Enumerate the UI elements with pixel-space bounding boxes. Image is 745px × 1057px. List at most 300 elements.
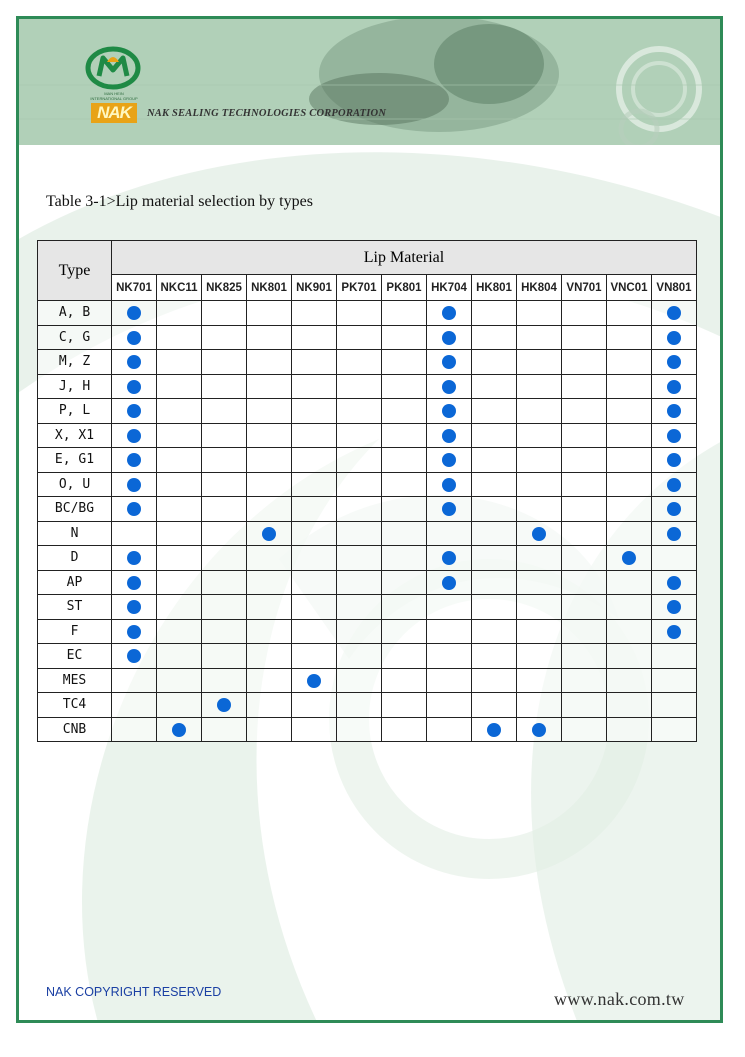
table-row [38, 668, 697, 693]
material-cell [427, 644, 472, 669]
material-cell [202, 325, 247, 350]
selection-dot-icon [667, 453, 681, 467]
selection-dot-icon [532, 527, 546, 541]
selection-dot-icon [442, 576, 456, 590]
header-banner [19, 19, 720, 145]
material-cell [607, 448, 652, 473]
material-cell [427, 374, 472, 399]
material-cell [247, 472, 292, 497]
material-cell [607, 350, 652, 375]
material-cell [247, 668, 292, 693]
material-cell [427, 301, 472, 326]
material-cell [247, 521, 292, 546]
selection-dot-icon [127, 502, 141, 516]
material-cell [157, 350, 202, 375]
selection-dot-icon [667, 478, 681, 492]
material-cell [157, 619, 202, 644]
material-cell [382, 668, 427, 693]
material-cell [337, 497, 382, 522]
material-cell [607, 301, 652, 326]
material-cell [517, 619, 562, 644]
material-cell [337, 570, 382, 595]
selection-dot-icon [217, 698, 231, 712]
material-cell [652, 717, 697, 742]
material-cell [157, 301, 202, 326]
material-cell [247, 423, 292, 448]
selection-dot-icon [127, 404, 141, 418]
material-cell [607, 497, 652, 522]
material-header-nk801: NK801 [247, 275, 292, 301]
material-cell [472, 668, 517, 693]
material-cell [157, 399, 202, 424]
material-cell [382, 521, 427, 546]
type-cell: J, H [38, 374, 112, 399]
material-cell [337, 325, 382, 350]
material-cell [337, 472, 382, 497]
type-cell: O, U [38, 472, 112, 497]
material-cell [652, 301, 697, 326]
material-cell [112, 521, 157, 546]
material-cell [607, 595, 652, 620]
material-cell [202, 521, 247, 546]
material-cell [562, 570, 607, 595]
type-cell: MES [38, 668, 112, 693]
material-cell [157, 521, 202, 546]
material-cell [337, 619, 382, 644]
material-cell [112, 374, 157, 399]
material-cell [202, 448, 247, 473]
material-cell [652, 546, 697, 571]
selection-dot-icon [442, 429, 456, 443]
material-cell [157, 374, 202, 399]
material-cell [292, 423, 337, 448]
material-cell [247, 399, 292, 424]
material-cell [607, 521, 652, 546]
material-cell [247, 570, 292, 595]
material-cell [517, 325, 562, 350]
material-cell [472, 325, 517, 350]
material-cell [382, 301, 427, 326]
type-cell: EC [38, 644, 112, 669]
material-cell [337, 374, 382, 399]
material-cell [112, 644, 157, 669]
material-cell [517, 301, 562, 326]
material-cell [292, 325, 337, 350]
material-cell [202, 399, 247, 424]
material-cell [337, 668, 382, 693]
material-cell [652, 325, 697, 350]
company-name: NAK SEALING TECHNOLOGIES CORPORATION [147, 108, 387, 119]
material-cell [202, 570, 247, 595]
material-cell [652, 350, 697, 375]
material-cell [112, 497, 157, 522]
table-row [38, 570, 697, 595]
material-header-vn801: VN801 [652, 275, 697, 301]
material-cell [517, 595, 562, 620]
selection-dot-icon [127, 380, 141, 394]
material-cell [337, 644, 382, 669]
material-cell [247, 497, 292, 522]
selection-dot-icon [442, 380, 456, 394]
material-cell [292, 644, 337, 669]
material-cell [472, 350, 517, 375]
material-cell [562, 423, 607, 448]
type-cell: N [38, 521, 112, 546]
material-cell [202, 546, 247, 571]
material-cell [382, 350, 427, 375]
material-cell [517, 497, 562, 522]
material-header-vn701: VN701 [562, 275, 607, 301]
material-cell [202, 374, 247, 399]
material-cell [382, 644, 427, 669]
material-cell [472, 448, 517, 473]
material-cell [292, 521, 337, 546]
type-cell: C, G [38, 325, 112, 350]
material-cell [292, 570, 337, 595]
material-cell [382, 472, 427, 497]
selection-dot-icon [532, 723, 546, 737]
material-cell [472, 595, 517, 620]
material-cell [607, 546, 652, 571]
material-cell [562, 619, 607, 644]
material-cell [202, 619, 247, 644]
type-cell: P, L [38, 399, 112, 424]
website-text: www.nak.com.tw [554, 989, 685, 1009]
material-cell [562, 301, 607, 326]
table-body [38, 301, 697, 742]
selection-dot-icon [307, 674, 321, 688]
material-cell [427, 497, 472, 522]
material-cell [472, 644, 517, 669]
table-row [38, 497, 697, 522]
selection-dot-icon [442, 331, 456, 345]
material-cell [427, 448, 472, 473]
material-cell [517, 521, 562, 546]
material-cell [607, 570, 652, 595]
material-cell [427, 472, 472, 497]
selection-dot-icon [127, 355, 141, 369]
material-cell [607, 374, 652, 399]
type-header: Type [38, 241, 112, 301]
material-cell [337, 423, 382, 448]
material-header-pk701: PK701 [337, 275, 382, 301]
material-cell [202, 301, 247, 326]
material-cell [427, 668, 472, 693]
table-row [38, 595, 697, 620]
material-cell [427, 619, 472, 644]
material-cell [382, 448, 427, 473]
selection-dot-icon [127, 429, 141, 443]
table-row [38, 546, 697, 571]
material-cell [472, 570, 517, 595]
material-cell [427, 570, 472, 595]
material-cell [472, 399, 517, 424]
lip-material-header: Lip Material [112, 241, 697, 275]
material-cell [292, 301, 337, 326]
material-cell [112, 619, 157, 644]
material-cell [112, 693, 157, 718]
material-cell [517, 472, 562, 497]
material-cell [607, 693, 652, 718]
material-cell [292, 717, 337, 742]
selection-dot-icon [442, 551, 456, 565]
material-cell [157, 693, 202, 718]
material-cell [562, 448, 607, 473]
material-cell [517, 374, 562, 399]
material-cell [247, 350, 292, 375]
copyright-text: NAK COPYRIGHT RESERVED [46, 985, 222, 999]
material-cell [112, 448, 157, 473]
selection-dot-icon [667, 355, 681, 369]
material-cell [517, 423, 562, 448]
material-cell [652, 521, 697, 546]
material-cell [562, 374, 607, 399]
material-cell [472, 301, 517, 326]
type-cell: CNB [38, 717, 112, 742]
type-cell: E, G1 [38, 448, 112, 473]
material-header-pk801: PK801 [382, 275, 427, 301]
material-cell [337, 350, 382, 375]
selection-dot-icon [667, 429, 681, 443]
material-header-hk704: HK704 [427, 275, 472, 301]
material-cell [427, 399, 472, 424]
material-cell [652, 595, 697, 620]
group-name-text: MAN HEIN INTERNATIONAL GROUP [90, 91, 138, 101]
material-cell [427, 717, 472, 742]
type-cell: A, B [38, 301, 112, 326]
material-cell [382, 374, 427, 399]
material-cell [157, 668, 202, 693]
material-cell [157, 546, 202, 571]
material-cell [337, 717, 382, 742]
type-cell: TC4 [38, 693, 112, 718]
lip-material-table [37, 240, 697, 742]
selection-dot-icon [667, 331, 681, 345]
selection-dot-icon [442, 404, 456, 418]
material-header-nk701: NK701 [112, 275, 157, 301]
material-cell [202, 497, 247, 522]
material-cell [202, 717, 247, 742]
material-cell [247, 717, 292, 742]
material-cell [292, 693, 337, 718]
type-cell: X, X1 [38, 423, 112, 448]
material-cell [517, 350, 562, 375]
material-cell [607, 325, 652, 350]
material-cell [112, 472, 157, 497]
material-cell [562, 595, 607, 620]
table-row [38, 717, 697, 742]
material-cell [562, 350, 607, 375]
material-cell [652, 693, 697, 718]
material-cell [292, 595, 337, 620]
material-cell [292, 472, 337, 497]
material-cell [652, 374, 697, 399]
selection-dot-icon [127, 551, 141, 565]
table-row [38, 644, 697, 669]
material-cell [562, 644, 607, 669]
material-cell [292, 399, 337, 424]
material-cell [247, 546, 292, 571]
material-cell [562, 521, 607, 546]
material-cell [517, 717, 562, 742]
selection-dot-icon [127, 453, 141, 467]
material-cell [247, 325, 292, 350]
material-cell [292, 546, 337, 571]
material-cell [112, 595, 157, 620]
selection-dot-icon [442, 355, 456, 369]
material-header-nkc11: NKC11 [157, 275, 202, 301]
material-cell [472, 521, 517, 546]
selection-dot-icon [667, 306, 681, 320]
table-row [38, 693, 697, 718]
material-cell [157, 497, 202, 522]
material-cell [112, 399, 157, 424]
type-cell: BC/BG [38, 497, 112, 522]
material-header-hk804: HK804 [517, 275, 562, 301]
material-cell [652, 644, 697, 669]
material-cell [112, 325, 157, 350]
material-cell [112, 570, 157, 595]
material-cell [337, 546, 382, 571]
selection-dot-icon [442, 306, 456, 320]
selection-dot-icon [262, 527, 276, 541]
selection-dot-icon [667, 576, 681, 590]
table-row [38, 619, 697, 644]
selection-dot-icon [127, 331, 141, 345]
selection-dot-icon [127, 600, 141, 614]
selection-dot-icon [442, 502, 456, 516]
material-cell [427, 595, 472, 620]
material-cell [382, 546, 427, 571]
material-cell [607, 668, 652, 693]
material-cell [562, 472, 607, 497]
material-cell [247, 619, 292, 644]
type-cell: ST [38, 595, 112, 620]
material-cell [157, 423, 202, 448]
material-cell [202, 644, 247, 669]
material-cell [382, 595, 427, 620]
type-cell: D [38, 546, 112, 571]
type-cell: M, Z [38, 350, 112, 375]
material-cell [562, 497, 607, 522]
material-cell [427, 521, 472, 546]
material-cell [427, 423, 472, 448]
material-cell [472, 546, 517, 571]
material-header-row [38, 275, 697, 301]
material-cell [472, 693, 517, 718]
material-cell [607, 717, 652, 742]
material-cell [607, 423, 652, 448]
material-cell [652, 497, 697, 522]
material-cell [247, 301, 292, 326]
material-cell [157, 717, 202, 742]
material-cell [382, 423, 427, 448]
material-cell [517, 546, 562, 571]
material-cell [202, 693, 247, 718]
material-cell [292, 619, 337, 644]
material-cell [562, 546, 607, 571]
material-cell [607, 619, 652, 644]
material-cell [157, 595, 202, 620]
material-cell [202, 350, 247, 375]
material-cell [202, 595, 247, 620]
material-cell [112, 350, 157, 375]
material-cell [607, 644, 652, 669]
material-cell [157, 570, 202, 595]
material-cell [112, 717, 157, 742]
material-cell [472, 374, 517, 399]
nak-logo-icon [85, 46, 141, 90]
material-cell [517, 448, 562, 473]
table-row [38, 325, 697, 350]
material-cell [337, 399, 382, 424]
nak-badge: NAK [91, 103, 137, 123]
selection-dot-icon [442, 453, 456, 467]
material-cell [382, 570, 427, 595]
material-cell [652, 448, 697, 473]
material-cell [247, 595, 292, 620]
selection-dot-icon [127, 478, 141, 492]
material-cell [472, 717, 517, 742]
material-header-hk801: HK801 [472, 275, 517, 301]
material-cell [562, 668, 607, 693]
material-cell [112, 423, 157, 448]
material-cell [562, 399, 607, 424]
material-cell [157, 448, 202, 473]
material-cell [382, 693, 427, 718]
selection-dot-icon [622, 551, 636, 565]
material-cell [607, 472, 652, 497]
table-row [38, 301, 697, 326]
selection-dot-icon [442, 478, 456, 492]
material-header-nk825: NK825 [202, 275, 247, 301]
material-cell [337, 521, 382, 546]
material-cell [562, 693, 607, 718]
material-cell [337, 448, 382, 473]
selection-dot-icon [127, 625, 141, 639]
selection-dot-icon [127, 576, 141, 590]
material-cell [517, 644, 562, 669]
table-row [38, 521, 697, 546]
material-cell [382, 619, 427, 644]
material-cell [472, 497, 517, 522]
material-cell [292, 448, 337, 473]
type-cell: F [38, 619, 112, 644]
material-cell [292, 350, 337, 375]
table-caption: Table 3-1>Lip material selection by types [46, 193, 313, 210]
selection-dot-icon [667, 625, 681, 639]
material-cell [472, 619, 517, 644]
material-cell [562, 325, 607, 350]
material-cell [112, 668, 157, 693]
material-cell [202, 472, 247, 497]
material-cell [562, 717, 607, 742]
selection-dot-icon [127, 306, 141, 320]
material-cell [517, 693, 562, 718]
material-cell [517, 668, 562, 693]
type-cell: AP [38, 570, 112, 595]
material-cell [337, 301, 382, 326]
material-cell [652, 472, 697, 497]
material-cell [292, 497, 337, 522]
material-cell [157, 644, 202, 669]
table-row [38, 472, 697, 497]
selection-dot-icon [667, 502, 681, 516]
material-cell [517, 570, 562, 595]
material-cell [652, 570, 697, 595]
table-row [38, 374, 697, 399]
table-row [38, 423, 697, 448]
